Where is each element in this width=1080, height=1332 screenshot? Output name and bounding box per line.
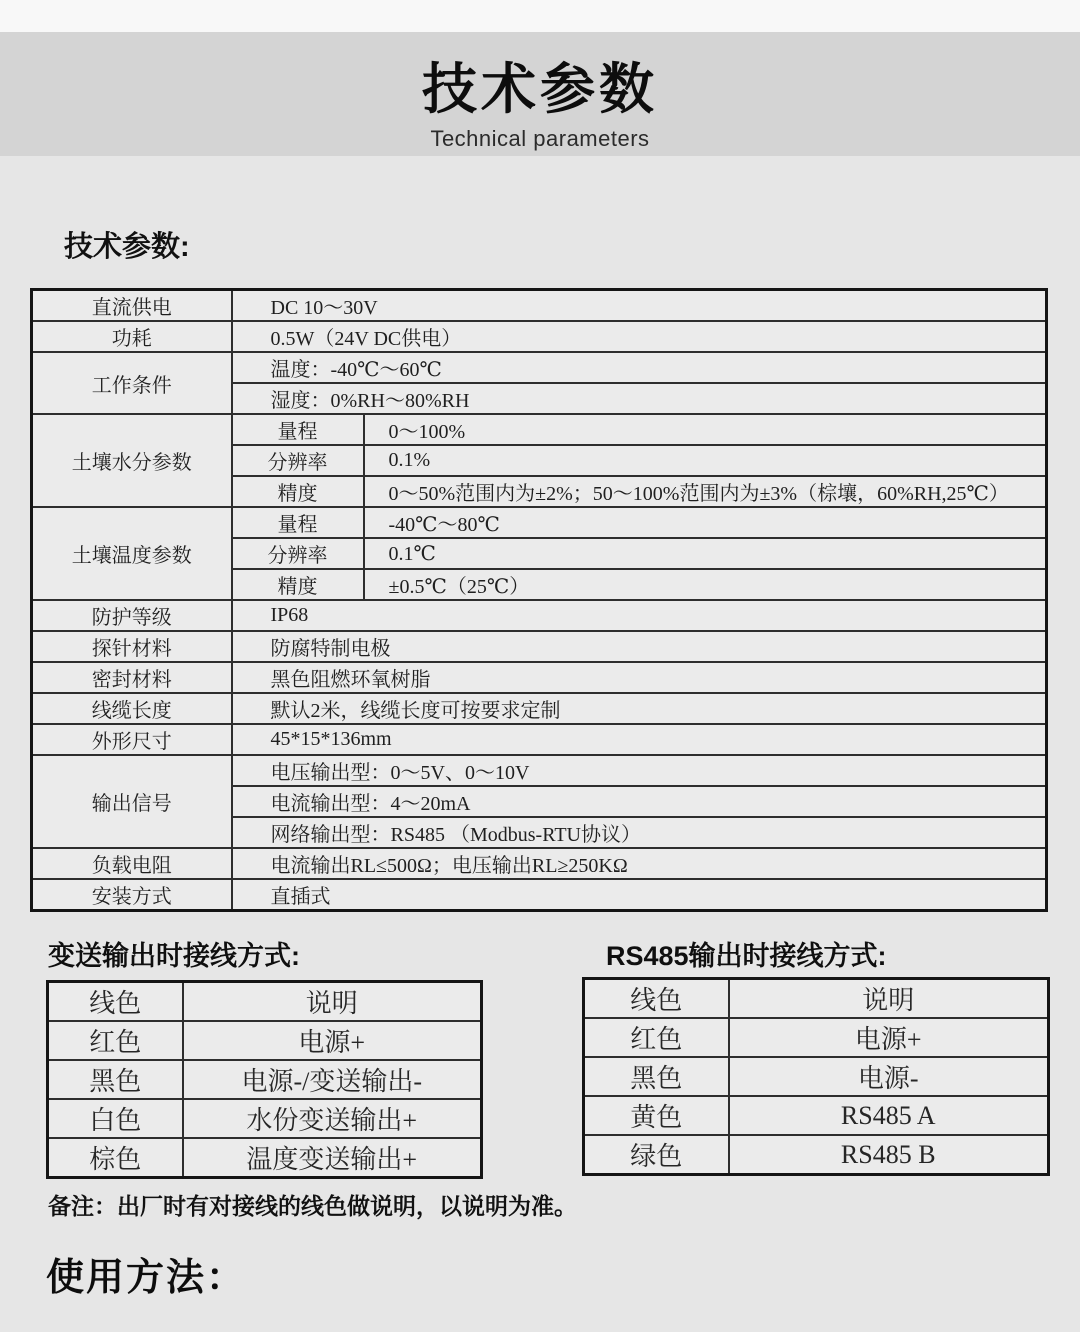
wire-description: 电源-/变送输出- bbox=[183, 1060, 482, 1099]
wiring-right-title: RS485输出时接线方式: bbox=[606, 941, 887, 971]
wire-description: 温度变送输出+ bbox=[183, 1138, 482, 1178]
header-band bbox=[0, 32, 1080, 156]
spec-label: 线缆长度 bbox=[32, 693, 232, 724]
spec-value: 电流输出RL≤500Ω；电压输出RL≥250KΩ bbox=[232, 848, 1047, 879]
col-header-description: 说明 bbox=[183, 982, 482, 1022]
spec-label: 探针材料 bbox=[32, 631, 232, 662]
usage-section-title: 使用方法： bbox=[46, 1257, 247, 1299]
spec-value: 电流输出型：4～20mA bbox=[232, 786, 1047, 817]
spec-label: 外形尺寸 bbox=[32, 724, 232, 755]
top-strip bbox=[0, 0, 1080, 32]
spec-table bbox=[30, 288, 1048, 912]
spec-label: 防护等级 bbox=[32, 600, 232, 631]
spec-row bbox=[32, 290, 1047, 322]
spec-value: 网络输出型：RS485 （Modbus-RTU协议） bbox=[232, 817, 1047, 848]
spec-label: 负载电阻 bbox=[32, 848, 232, 879]
wire-description: 电源+ bbox=[729, 1018, 1049, 1057]
wiring-left-title: 变送输出时接线方式: bbox=[48, 941, 300, 971]
spec-value: 电压输出型：0～5V、0～10V bbox=[232, 755, 1047, 786]
spec-value: 0.5W（24V DC供电） bbox=[232, 321, 1047, 352]
col-header-wire-color: 线色 bbox=[48, 982, 183, 1022]
note-text: 备注：出厂时有对接线的线色做说明，以说明为准。 bbox=[48, 1193, 577, 1219]
spec-subtype: 精度 bbox=[232, 569, 364, 600]
spec-row bbox=[32, 507, 1047, 538]
spec-subtype: 量程 bbox=[232, 507, 364, 538]
table-header-row bbox=[48, 982, 482, 1022]
spec-value: IP68 bbox=[232, 600, 1047, 631]
wire-color: 红色 bbox=[48, 1021, 183, 1060]
spec-label: 功耗 bbox=[32, 321, 232, 352]
table-row bbox=[48, 1021, 482, 1060]
spec-label: 安装方式 bbox=[32, 879, 232, 911]
table-row bbox=[48, 1138, 482, 1178]
spec-label: 密封材料 bbox=[32, 662, 232, 693]
spec-value: 湿度：0%RH～80%RH bbox=[232, 383, 1047, 414]
page-title: 技术参数 bbox=[421, 58, 658, 120]
wire-description: 电源- bbox=[729, 1057, 1049, 1096]
spec-value: DC 10～30V bbox=[232, 290, 1047, 322]
wiring-left-table bbox=[46, 980, 483, 1179]
spec-value: 0.1℃ bbox=[364, 538, 1047, 569]
spec-row bbox=[32, 755, 1047, 786]
spec-value: ±0.5℃（25℃） bbox=[364, 569, 1047, 600]
spec-value: 直插式 bbox=[232, 879, 1047, 911]
spec-label: 输出信号 bbox=[32, 755, 232, 848]
spec-label: 工作条件 bbox=[32, 352, 232, 414]
wire-description: 电源+ bbox=[183, 1021, 482, 1060]
wire-color: 黑色 bbox=[584, 1057, 729, 1096]
spec-row bbox=[32, 352, 1047, 383]
wire-description: RS485 A bbox=[729, 1096, 1049, 1135]
table-row bbox=[48, 1060, 482, 1099]
spec-value: 温度：-40℃～60℃ bbox=[232, 352, 1047, 383]
section-title: 技术参数: bbox=[64, 231, 190, 263]
wire-color: 黄色 bbox=[584, 1096, 729, 1135]
page-subtitle: Technical parameters bbox=[430, 126, 650, 151]
col-header-description: 说明 bbox=[729, 979, 1049, 1019]
wire-color: 白色 bbox=[48, 1099, 183, 1138]
spec-value: 0～50%范围内为±2%；50～100%范围内为±3%（棕壤，60%RH,25℃） bbox=[364, 476, 1047, 507]
wire-color: 红色 bbox=[584, 1018, 729, 1057]
spec-value: 0～100% bbox=[364, 414, 1047, 445]
wire-description: 水份变送输出+ bbox=[183, 1099, 482, 1138]
wire-color: 黑色 bbox=[48, 1060, 183, 1099]
table-row bbox=[584, 1135, 1049, 1175]
spec-row bbox=[32, 693, 1047, 724]
spec-value: -40℃～80℃ bbox=[364, 507, 1047, 538]
wiring-right-table bbox=[582, 977, 1050, 1176]
spec-label: 土壤水分参数 bbox=[32, 414, 232, 507]
table-row bbox=[48, 1099, 482, 1138]
spec-subtype: 分辨率 bbox=[232, 445, 364, 476]
table-row bbox=[584, 1018, 1049, 1057]
table-header-row bbox=[584, 979, 1049, 1019]
table-row bbox=[584, 1096, 1049, 1135]
spec-row bbox=[32, 321, 1047, 352]
spec-row bbox=[32, 662, 1047, 693]
spec-row bbox=[32, 600, 1047, 631]
spec-value: 0.1% bbox=[364, 445, 1047, 476]
spec-value: 默认2米，线缆长度可按要求定制 bbox=[232, 693, 1047, 724]
wire-color: 绿色 bbox=[584, 1135, 729, 1175]
col-header-wire-color: 线色 bbox=[584, 979, 729, 1019]
spec-row bbox=[32, 724, 1047, 755]
wire-color: 棕色 bbox=[48, 1138, 183, 1178]
spec-row bbox=[32, 414, 1047, 445]
wire-description: RS485 B bbox=[729, 1135, 1049, 1175]
spec-row bbox=[32, 631, 1047, 662]
spec-subtype: 分辨率 bbox=[232, 538, 364, 569]
spec-subtype: 量程 bbox=[232, 414, 364, 445]
spec-table-section bbox=[30, 288, 1048, 912]
spec-row bbox=[32, 848, 1047, 879]
spec-value: 45*15*136mm bbox=[232, 724, 1047, 755]
spec-value: 黑色阻燃环氧树脂 bbox=[232, 662, 1047, 693]
spec-label: 直流供电 bbox=[32, 290, 232, 322]
table-row bbox=[584, 1057, 1049, 1096]
spec-row bbox=[32, 879, 1047, 911]
spec-value: 防腐特制电极 bbox=[232, 631, 1047, 662]
spec-subtype: 精度 bbox=[232, 476, 364, 507]
spec-label: 土壤温度参数 bbox=[32, 507, 232, 600]
